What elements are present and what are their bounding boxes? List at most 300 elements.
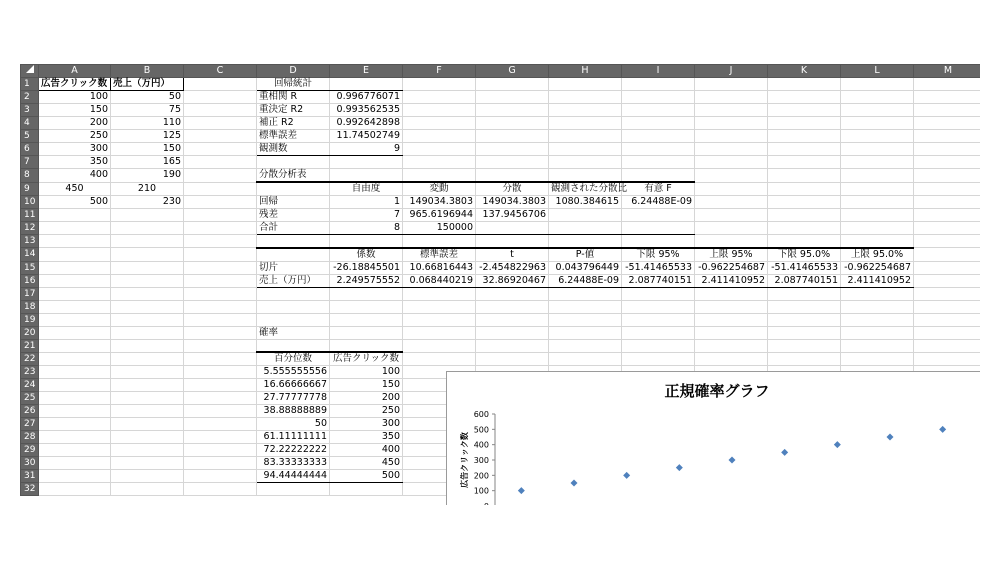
cell-e31[interactable]: 500 (330, 470, 403, 483)
cell-f14[interactable]: 標準誤差 (403, 248, 476, 262)
cell-f12[interactable]: 150000 (403, 222, 476, 235)
cell-c4[interactable] (184, 117, 257, 130)
cell-c31[interactable] (184, 470, 257, 483)
cell-m12[interactable] (914, 222, 981, 235)
cell-j21[interactable] (695, 339, 768, 352)
cell-e23[interactable]: 100 (330, 366, 403, 379)
cell-d25[interactable]: 27.77777778 (257, 392, 330, 405)
cell-e20[interactable] (330, 326, 403, 339)
cell-k19[interactable] (768, 313, 841, 326)
cell-a27[interactable] (39, 418, 111, 431)
cell-m2[interactable] (914, 91, 981, 104)
cell-j6[interactable] (695, 143, 768, 156)
cell-e19[interactable] (330, 313, 403, 326)
cell-l2[interactable] (841, 91, 914, 104)
cell-f17[interactable] (403, 287, 476, 300)
cell-h21[interactable] (549, 339, 622, 352)
cell-k17[interactable] (768, 287, 841, 300)
cell-d30[interactable]: 83.33333333 (257, 457, 330, 470)
cell-d1[interactable]: 回帰統計 (257, 78, 330, 91)
cell-a21[interactable] (39, 339, 111, 352)
cell-g17[interactable] (476, 287, 549, 300)
cell-g2[interactable] (476, 91, 549, 104)
row-header-11[interactable]: 11 (21, 209, 39, 222)
cell-h10[interactable]: 1080.384615 (549, 196, 622, 209)
cell-j11[interactable] (695, 209, 768, 222)
row-header-7[interactable]: 7 (21, 156, 39, 169)
cell-i11[interactable] (622, 209, 695, 222)
cell-a4[interactable]: 200 (39, 117, 111, 130)
row-header-29[interactable]: 29 (21, 444, 39, 457)
cell-m9[interactable] (914, 182, 981, 196)
cell-d32[interactable] (257, 483, 330, 496)
cell-b5[interactable]: 125 (111, 130, 184, 143)
cell-f2[interactable] (403, 91, 476, 104)
cell-g8[interactable] (476, 169, 549, 183)
cell-a1[interactable]: 広告クリック数 (39, 78, 111, 91)
row-header-8[interactable]: 8 (21, 169, 39, 183)
cell-l5[interactable] (841, 130, 914, 143)
row-header-14[interactable]: 14 (21, 248, 39, 262)
cell-j15[interactable]: -0.962254687 (695, 261, 768, 274)
cell-h18[interactable] (549, 300, 622, 313)
cell-f16[interactable]: 0.068440219 (403, 274, 476, 287)
cell-j1[interactable] (695, 78, 768, 91)
cell-a20[interactable] (39, 326, 111, 339)
cell-k5[interactable] (768, 130, 841, 143)
cell-c19[interactable] (184, 313, 257, 326)
cell-b28[interactable] (111, 431, 184, 444)
cell-l16[interactable]: 2.411410952 (841, 274, 914, 287)
cell-i1[interactable] (622, 78, 695, 91)
row-header-23[interactable]: 23 (21, 366, 39, 379)
cell-d16[interactable]: 売上（万円） (257, 274, 330, 287)
cell-e8[interactable] (330, 169, 403, 183)
cell-d4[interactable]: 補正 R2 (257, 117, 330, 130)
column-header-l[interactable]: L (841, 65, 914, 78)
cell-l7[interactable] (841, 156, 914, 169)
cell-e6[interactable]: 9 (330, 143, 403, 156)
cell-j13[interactable] (695, 235, 768, 248)
cell-e1[interactable] (330, 78, 403, 91)
cell-a22[interactable] (39, 352, 111, 366)
row-header-2[interactable]: 2 (21, 91, 39, 104)
cell-m5[interactable] (914, 130, 981, 143)
cell-b8[interactable]: 190 (111, 169, 184, 183)
cell-d10[interactable]: 回帰 (257, 196, 330, 209)
cell-d20[interactable]: 確率 (257, 326, 330, 339)
cell-d8[interactable]: 分散分析表 (257, 169, 330, 183)
cell-i16[interactable]: 2.087740151 (622, 274, 695, 287)
cell-i21[interactable] (622, 339, 695, 352)
cell-a13[interactable] (39, 235, 111, 248)
cell-a28[interactable] (39, 431, 111, 444)
cell-m17[interactable] (914, 287, 981, 300)
cell-c29[interactable] (184, 444, 257, 457)
cell-h12[interactable] (549, 222, 622, 235)
cell-k7[interactable] (768, 156, 841, 169)
cell-m21[interactable] (914, 339, 981, 352)
cell-k16[interactable]: 2.087740151 (768, 274, 841, 287)
cell-a29[interactable] (39, 444, 111, 457)
cell-a16[interactable] (39, 274, 111, 287)
cell-e2[interactable]: 0.996776071 (330, 91, 403, 104)
cell-i20[interactable] (622, 326, 695, 339)
cell-c30[interactable] (184, 457, 257, 470)
cell-f7[interactable] (403, 156, 476, 169)
cell-e3[interactable]: 0.993562535 (330, 104, 403, 117)
cell-c22[interactable] (184, 352, 257, 366)
cell-c11[interactable] (184, 209, 257, 222)
cell-c15[interactable] (184, 261, 257, 274)
row-header-12[interactable]: 12 (21, 222, 39, 235)
cell-j10[interactable] (695, 196, 768, 209)
cell-g12[interactable] (476, 222, 549, 235)
cell-e15[interactable]: -26.18845501 (330, 261, 403, 274)
column-header-h[interactable]: H (549, 65, 622, 78)
normal-probability-chart[interactable] (446, 371, 980, 538)
cell-c20[interactable] (184, 326, 257, 339)
cell-j2[interactable] (695, 91, 768, 104)
cell-b4[interactable]: 110 (111, 117, 184, 130)
cell-f9[interactable]: 変動 (403, 182, 476, 196)
cell-a3[interactable]: 150 (39, 104, 111, 117)
cell-g11[interactable]: 137.9456706 (476, 209, 549, 222)
cell-e27[interactable]: 300 (330, 418, 403, 431)
cell-b2[interactable]: 50 (111, 91, 184, 104)
cell-m19[interactable] (914, 313, 981, 326)
cell-i4[interactable] (622, 117, 695, 130)
cell-a6[interactable]: 300 (39, 143, 111, 156)
column-header-i[interactable]: I (622, 65, 695, 78)
cell-a9[interactable]: 450 (39, 182, 111, 196)
cell-i6[interactable] (622, 143, 695, 156)
cell-m13[interactable] (914, 235, 981, 248)
cell-c21[interactable] (184, 339, 257, 352)
row-header-16[interactable]: 16 (21, 274, 39, 287)
cell-l3[interactable] (841, 104, 914, 117)
cell-g7[interactable] (476, 156, 549, 169)
cell-m1[interactable] (914, 78, 981, 91)
cell-i5[interactable] (622, 130, 695, 143)
cell-k10[interactable] (768, 196, 841, 209)
column-header-d[interactable]: D (257, 65, 330, 78)
cell-i2[interactable] (622, 91, 695, 104)
cell-d12[interactable]: 合計 (257, 222, 330, 235)
cell-h15[interactable]: 0.043796449 (549, 261, 622, 274)
cell-h20[interactable] (549, 326, 622, 339)
cell-h5[interactable] (549, 130, 622, 143)
row-header-31[interactable]: 31 (21, 470, 39, 483)
cell-g10[interactable]: 149034.3803 (476, 196, 549, 209)
cell-b19[interactable] (111, 313, 184, 326)
cell-f22[interactable] (403, 352, 476, 366)
cell-b11[interactable] (111, 209, 184, 222)
row-header-13[interactable]: 13 (21, 235, 39, 248)
cell-j7[interactable] (695, 156, 768, 169)
cell-i13[interactable] (622, 235, 695, 248)
cell-j12[interactable] (695, 222, 768, 235)
cell-l14[interactable]: 上限 95.0% (841, 248, 914, 262)
cell-d18[interactable] (257, 300, 330, 313)
cell-h16[interactable]: 6.24488E-09 (549, 274, 622, 287)
cell-e9[interactable]: 自由度 (330, 182, 403, 196)
cell-b16[interactable] (111, 274, 184, 287)
cell-h7[interactable] (549, 156, 622, 169)
cell-m14[interactable] (914, 248, 981, 262)
cell-a5[interactable]: 250 (39, 130, 111, 143)
row-header-9[interactable]: 9 (21, 182, 39, 196)
cell-h13[interactable] (549, 235, 622, 248)
cell-h17[interactable] (549, 287, 622, 300)
row-header-5[interactable]: 5 (21, 130, 39, 143)
cell-e22[interactable]: 広告クリック数 (330, 352, 403, 366)
row-header-17[interactable]: 17 (21, 287, 39, 300)
cell-i14[interactable]: 下限 95% (622, 248, 695, 262)
cell-f18[interactable] (403, 300, 476, 313)
cell-e32[interactable] (330, 483, 403, 496)
cell-a11[interactable] (39, 209, 111, 222)
column-header-a[interactable]: A (39, 65, 111, 78)
cell-c2[interactable] (184, 91, 257, 104)
cell-f13[interactable] (403, 235, 476, 248)
cell-l17[interactable] (841, 287, 914, 300)
cell-a25[interactable] (39, 392, 111, 405)
cell-d3[interactable]: 重決定 R2 (257, 104, 330, 117)
cell-k3[interactable] (768, 104, 841, 117)
row-header-27[interactable]: 27 (21, 418, 39, 431)
cell-c27[interactable] (184, 418, 257, 431)
cell-k22[interactable] (768, 352, 841, 366)
cell-h1[interactable] (549, 78, 622, 91)
cell-a18[interactable] (39, 300, 111, 313)
cell-m6[interactable] (914, 143, 981, 156)
cell-m22[interactable] (914, 352, 981, 366)
cell-i10[interactable]: 6.24488E-09 (622, 196, 695, 209)
cell-l8[interactable] (841, 169, 914, 183)
cell-j14[interactable]: 上限 95% (695, 248, 768, 262)
cell-k15[interactable]: -51.41465533 (768, 261, 841, 274)
cell-c6[interactable] (184, 143, 257, 156)
cell-b20[interactable] (111, 326, 184, 339)
cell-k11[interactable] (768, 209, 841, 222)
cell-c25[interactable] (184, 392, 257, 405)
cell-l19[interactable] (841, 313, 914, 326)
cell-f21[interactable] (403, 339, 476, 352)
cell-j18[interactable] (695, 300, 768, 313)
cell-d7[interactable] (257, 156, 330, 169)
cell-c3[interactable] (184, 104, 257, 117)
cell-c28[interactable] (184, 431, 257, 444)
cell-e17[interactable] (330, 287, 403, 300)
cell-f1[interactable] (403, 78, 476, 91)
cell-e4[interactable]: 0.992642898 (330, 117, 403, 130)
cell-e29[interactable]: 400 (330, 444, 403, 457)
row-header-18[interactable]: 18 (21, 300, 39, 313)
cell-l6[interactable] (841, 143, 914, 156)
row-header-28[interactable]: 28 (21, 431, 39, 444)
cell-f6[interactable] (403, 143, 476, 156)
cell-i18[interactable] (622, 300, 695, 313)
cell-d13[interactable] (257, 235, 330, 248)
cell-d31[interactable]: 94.44444444 (257, 470, 330, 483)
cell-d19[interactable] (257, 313, 330, 326)
row-header-10[interactable]: 10 (21, 196, 39, 209)
cell-e25[interactable]: 200 (330, 392, 403, 405)
cell-k2[interactable] (768, 91, 841, 104)
cell-g18[interactable] (476, 300, 549, 313)
cell-f10[interactable]: 149034.3803 (403, 196, 476, 209)
column-header-e[interactable]: E (330, 65, 403, 78)
cell-h6[interactable] (549, 143, 622, 156)
cell-j22[interactable] (695, 352, 768, 366)
cell-c26[interactable] (184, 405, 257, 418)
cell-a10[interactable]: 500 (39, 196, 111, 209)
cell-m10[interactable] (914, 196, 981, 209)
cell-i7[interactable] (622, 156, 695, 169)
cell-c5[interactable] (184, 130, 257, 143)
cell-d14[interactable] (257, 248, 330, 262)
select-all-corner[interactable] (21, 65, 39, 78)
cell-b14[interactable] (111, 248, 184, 262)
cell-b18[interactable] (111, 300, 184, 313)
cell-k14[interactable]: 下限 95.0% (768, 248, 841, 262)
cell-a2[interactable]: 100 (39, 91, 111, 104)
column-header-c[interactable]: C (184, 65, 257, 78)
cell-k13[interactable] (768, 235, 841, 248)
cell-a15[interactable] (39, 261, 111, 274)
cell-d15[interactable]: 切片 (257, 261, 330, 274)
cell-f15[interactable]: 10.66816443 (403, 261, 476, 274)
cell-h11[interactable] (549, 209, 622, 222)
cell-c18[interactable] (184, 300, 257, 313)
cell-d17[interactable] (257, 287, 330, 300)
cell-j8[interactable] (695, 169, 768, 183)
cell-i3[interactable] (622, 104, 695, 117)
cell-i17[interactable] (622, 287, 695, 300)
cell-a19[interactable] (39, 313, 111, 326)
cell-g5[interactable] (476, 130, 549, 143)
column-header-k[interactable]: K (768, 65, 841, 78)
cell-b24[interactable] (111, 379, 184, 392)
cell-k8[interactable] (768, 169, 841, 183)
cell-d23[interactable]: 5.555555556 (257, 366, 330, 379)
cell-e18[interactable] (330, 300, 403, 313)
cell-e16[interactable]: 2.249575552 (330, 274, 403, 287)
cell-j20[interactable] (695, 326, 768, 339)
cell-g14[interactable]: t (476, 248, 549, 262)
cell-d11[interactable]: 残差 (257, 209, 330, 222)
cell-b1[interactable]: 売上（万円） (111, 78, 184, 91)
row-header-19[interactable]: 19 (21, 313, 39, 326)
cell-g3[interactable] (476, 104, 549, 117)
cell-c17[interactable] (184, 287, 257, 300)
cell-e5[interactable]: 11.74502749 (330, 130, 403, 143)
cell-k18[interactable] (768, 300, 841, 313)
cell-j19[interactable] (695, 313, 768, 326)
cell-a12[interactable] (39, 222, 111, 235)
cell-d6[interactable]: 観測数 (257, 143, 330, 156)
row-header-24[interactable]: 24 (21, 379, 39, 392)
cell-b12[interactable] (111, 222, 184, 235)
cell-l13[interactable] (841, 235, 914, 248)
cell-e12[interactable]: 8 (330, 222, 403, 235)
cell-c9[interactable] (184, 182, 257, 196)
cell-f4[interactable] (403, 117, 476, 130)
cell-h19[interactable] (549, 313, 622, 326)
cell-f8[interactable] (403, 169, 476, 183)
column-header-j[interactable]: J (695, 65, 768, 78)
cell-m7[interactable] (914, 156, 981, 169)
cell-k20[interactable] (768, 326, 841, 339)
cell-g6[interactable] (476, 143, 549, 156)
cell-m4[interactable] (914, 117, 981, 130)
cell-m3[interactable] (914, 104, 981, 117)
cell-b9[interactable]: 210 (111, 182, 184, 196)
cell-k21[interactable] (768, 339, 841, 352)
cell-b29[interactable] (111, 444, 184, 457)
cell-l10[interactable] (841, 196, 914, 209)
row-header-4[interactable]: 4 (21, 117, 39, 130)
column-header-f[interactable]: F (403, 65, 476, 78)
cell-b13[interactable] (111, 235, 184, 248)
cell-i9[interactable]: 有意 F (622, 182, 695, 196)
cell-e13[interactable] (330, 235, 403, 248)
cell-i15[interactable]: -51.41465533 (622, 261, 695, 274)
cell-g21[interactable] (476, 339, 549, 352)
cell-d24[interactable]: 16.66666667 (257, 379, 330, 392)
cell-b17[interactable] (111, 287, 184, 300)
cell-j5[interactable] (695, 130, 768, 143)
row-header-21[interactable]: 21 (21, 339, 39, 352)
cell-j17[interactable] (695, 287, 768, 300)
cell-l22[interactable] (841, 352, 914, 366)
cell-g9[interactable]: 分散 (476, 182, 549, 196)
cell-l1[interactable] (841, 78, 914, 91)
row-header-6[interactable]: 6 (21, 143, 39, 156)
cell-c12[interactable] (184, 222, 257, 235)
row-header-3[interactable]: 3 (21, 104, 39, 117)
cell-l18[interactable] (841, 300, 914, 313)
cell-m15[interactable] (914, 261, 981, 274)
row-header-22[interactable]: 22 (21, 352, 39, 366)
cell-a32[interactable] (39, 483, 111, 496)
cell-c32[interactable] (184, 483, 257, 496)
cell-h4[interactable] (549, 117, 622, 130)
cell-k6[interactable] (768, 143, 841, 156)
cell-a24[interactable] (39, 379, 111, 392)
cell-k9[interactable] (768, 182, 841, 196)
cell-h8[interactable] (549, 169, 622, 183)
cell-b26[interactable] (111, 405, 184, 418)
row-header-25[interactable]: 25 (21, 392, 39, 405)
cell-m11[interactable] (914, 209, 981, 222)
cell-g16[interactable]: 32.86920467 (476, 274, 549, 287)
cell-i8[interactable] (622, 169, 695, 183)
column-header-m[interactable]: M (914, 65, 981, 78)
cell-d28[interactable]: 61.11111111 (257, 431, 330, 444)
cell-d27[interactable]: 50 (257, 418, 330, 431)
column-header-b[interactable]: B (111, 65, 184, 78)
cell-b23[interactable] (111, 366, 184, 379)
cell-d9[interactable] (257, 182, 330, 196)
cell-b15[interactable] (111, 261, 184, 274)
cell-e7[interactable] (330, 156, 403, 169)
cell-b30[interactable] (111, 457, 184, 470)
row-header-26[interactable]: 26 (21, 405, 39, 418)
cell-c14[interactable] (184, 248, 257, 262)
cell-j3[interactable] (695, 104, 768, 117)
